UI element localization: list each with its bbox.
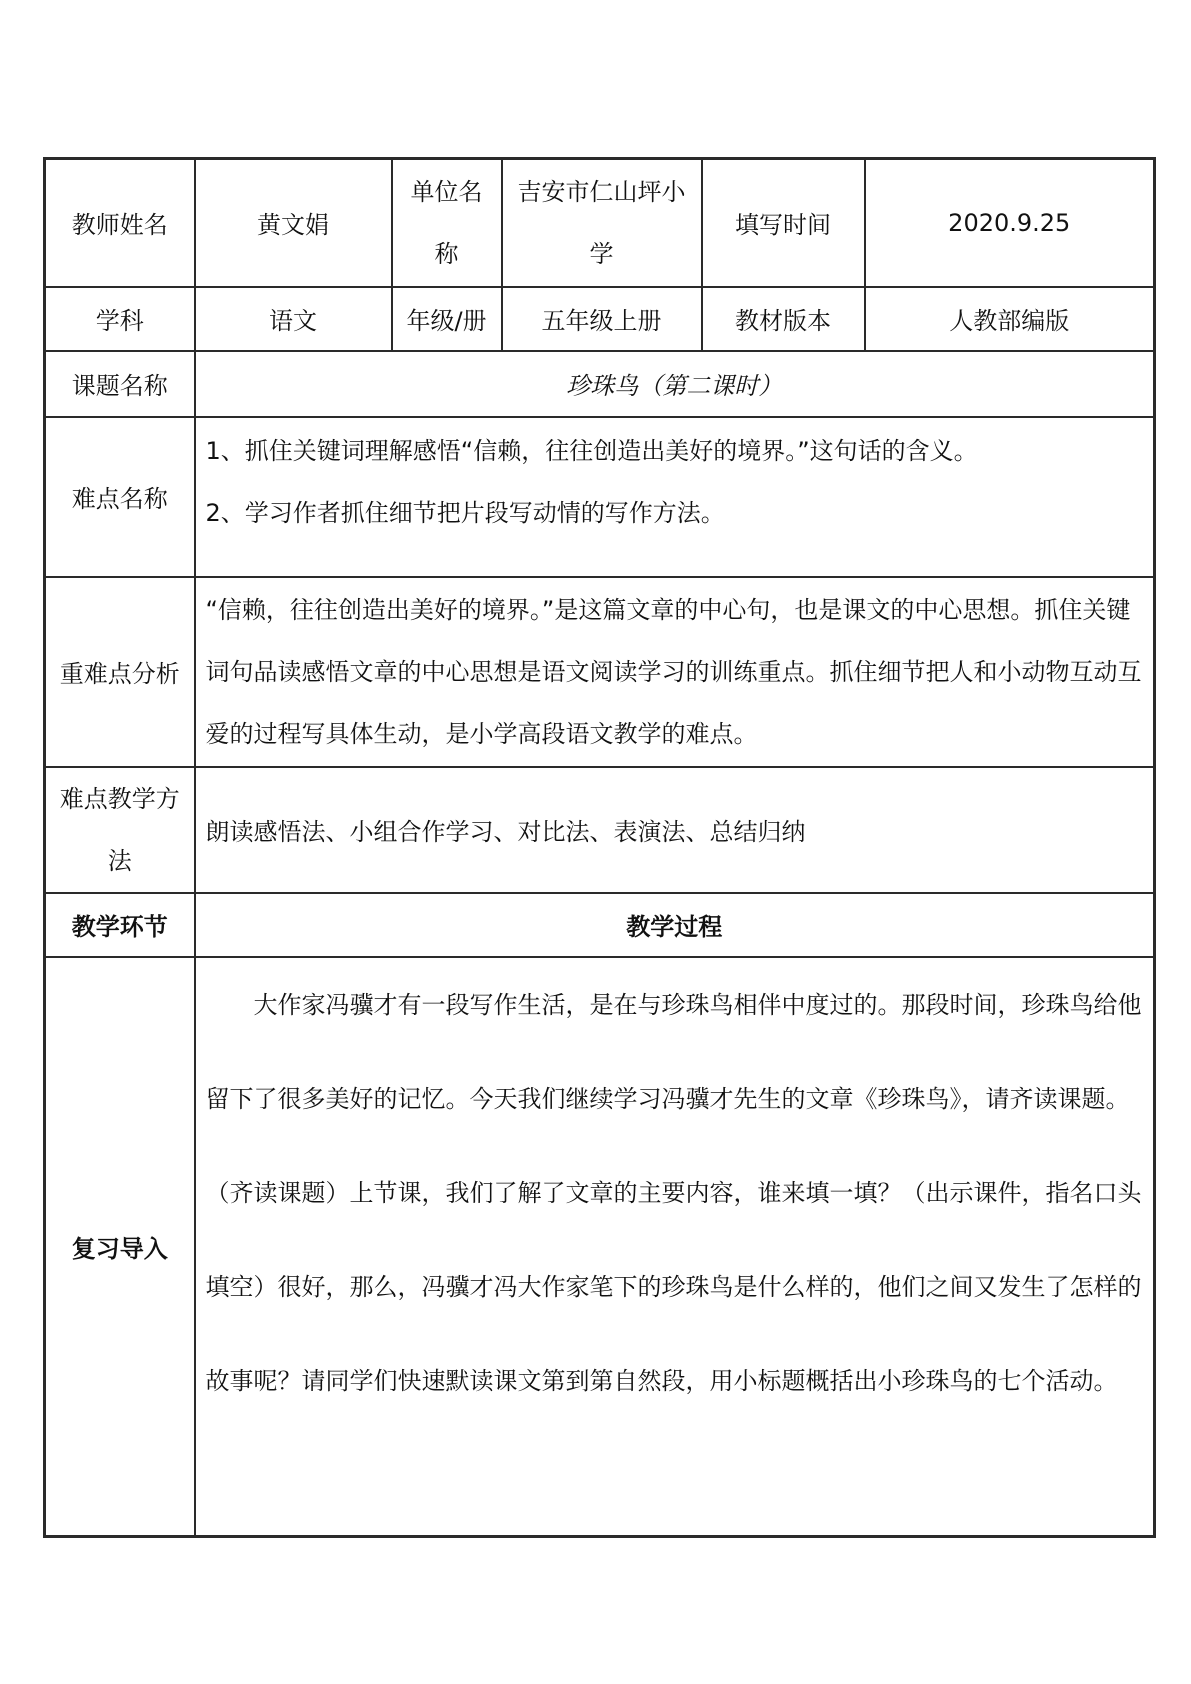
grade-value: 五年级上册 bbox=[502, 287, 702, 351]
edition-value: 人教部编版 bbox=[865, 287, 1155, 351]
subject-value: 语文 bbox=[195, 287, 392, 351]
review-label: 复习导入 bbox=[45, 957, 195, 1537]
row-topic bbox=[45, 351, 1155, 417]
row-analysis bbox=[45, 577, 1155, 767]
difficulty-label: 难点名称 bbox=[45, 417, 195, 577]
lesson-plan-sheet bbox=[43, 157, 1153, 1538]
difficulty-item: 1、抓住关键词理解感悟“信赖，往往创造出美好的境界。”这句话的含义。 bbox=[205, 436, 978, 465]
difficulty-item: 2、学习作者抓住细节把片段写动情的写作方法。 bbox=[205, 498, 725, 527]
row-subject-info bbox=[45, 287, 1155, 351]
edition-label: 教材版本 bbox=[702, 287, 865, 351]
analysis-text: “信赖，往往创造出美好的境界。”是这篇文章的中心句，也是课文的中心思想。抓住关键词句品读感悟文章的中心思想是语文阅读学习的训练重点。抓住细节把人和小动物互动互爱的过程写具体生动，是小学高段语文教学的难点。 bbox=[195, 577, 1155, 767]
row-teacher-info bbox=[45, 159, 1155, 287]
row-method bbox=[45, 767, 1155, 893]
difficulty-content bbox=[195, 417, 1155, 577]
stage-header: 教学环节 bbox=[45, 893, 195, 957]
subject-label: 学科 bbox=[45, 287, 195, 351]
topic-value: 珍珠鸟（第二课时） bbox=[195, 351, 1155, 417]
unit-value: 吉安市仁山坪小学 bbox=[502, 159, 702, 287]
process-header: 教学过程 bbox=[195, 893, 1155, 957]
method-value: 朗读感悟法、小组合作学习、对比法、表演法、总结归纳 bbox=[195, 767, 1155, 893]
teacher-label: 教师姓名 bbox=[45, 159, 195, 287]
teacher-value: 黄文娟 bbox=[195, 159, 392, 287]
date-value: 2020.9.25 bbox=[865, 159, 1155, 287]
row-review bbox=[45, 957, 1155, 1537]
row-difficulty bbox=[45, 417, 1155, 577]
method-label: 难点教学方法 bbox=[45, 767, 195, 893]
lesson-plan-table bbox=[43, 157, 1156, 1538]
date-label: 填写时间 bbox=[702, 159, 865, 287]
row-process-header bbox=[45, 893, 1155, 957]
unit-label: 单位名称 bbox=[392, 159, 502, 287]
analysis-label: 重难点分析 bbox=[45, 577, 195, 767]
grade-label: 年级/册 bbox=[392, 287, 502, 351]
review-text: 大作家冯骥才有一段写作生活，是在与珍珠鸟相伴中度过的。那段时间，珍珠鸟给他留下了很多美好的记忆。今天我们继续学习冯骥才先生的文章《珍珠鸟》，请齐读课题。（齐读课题）上节课，我们了解了文章的主要内容，谁来填一填？（出示课件，指名口头填空）很好，那么，冯骥才冯大作家笔下的珍珠鸟是什么样的，他们之间又发生了怎样的故事呢？请同学们快速默读课文第到第自然段，用小标题概括出小珍珠鸟的七个活动。 bbox=[195, 957, 1155, 1537]
topic-label: 课题名称 bbox=[45, 351, 195, 417]
